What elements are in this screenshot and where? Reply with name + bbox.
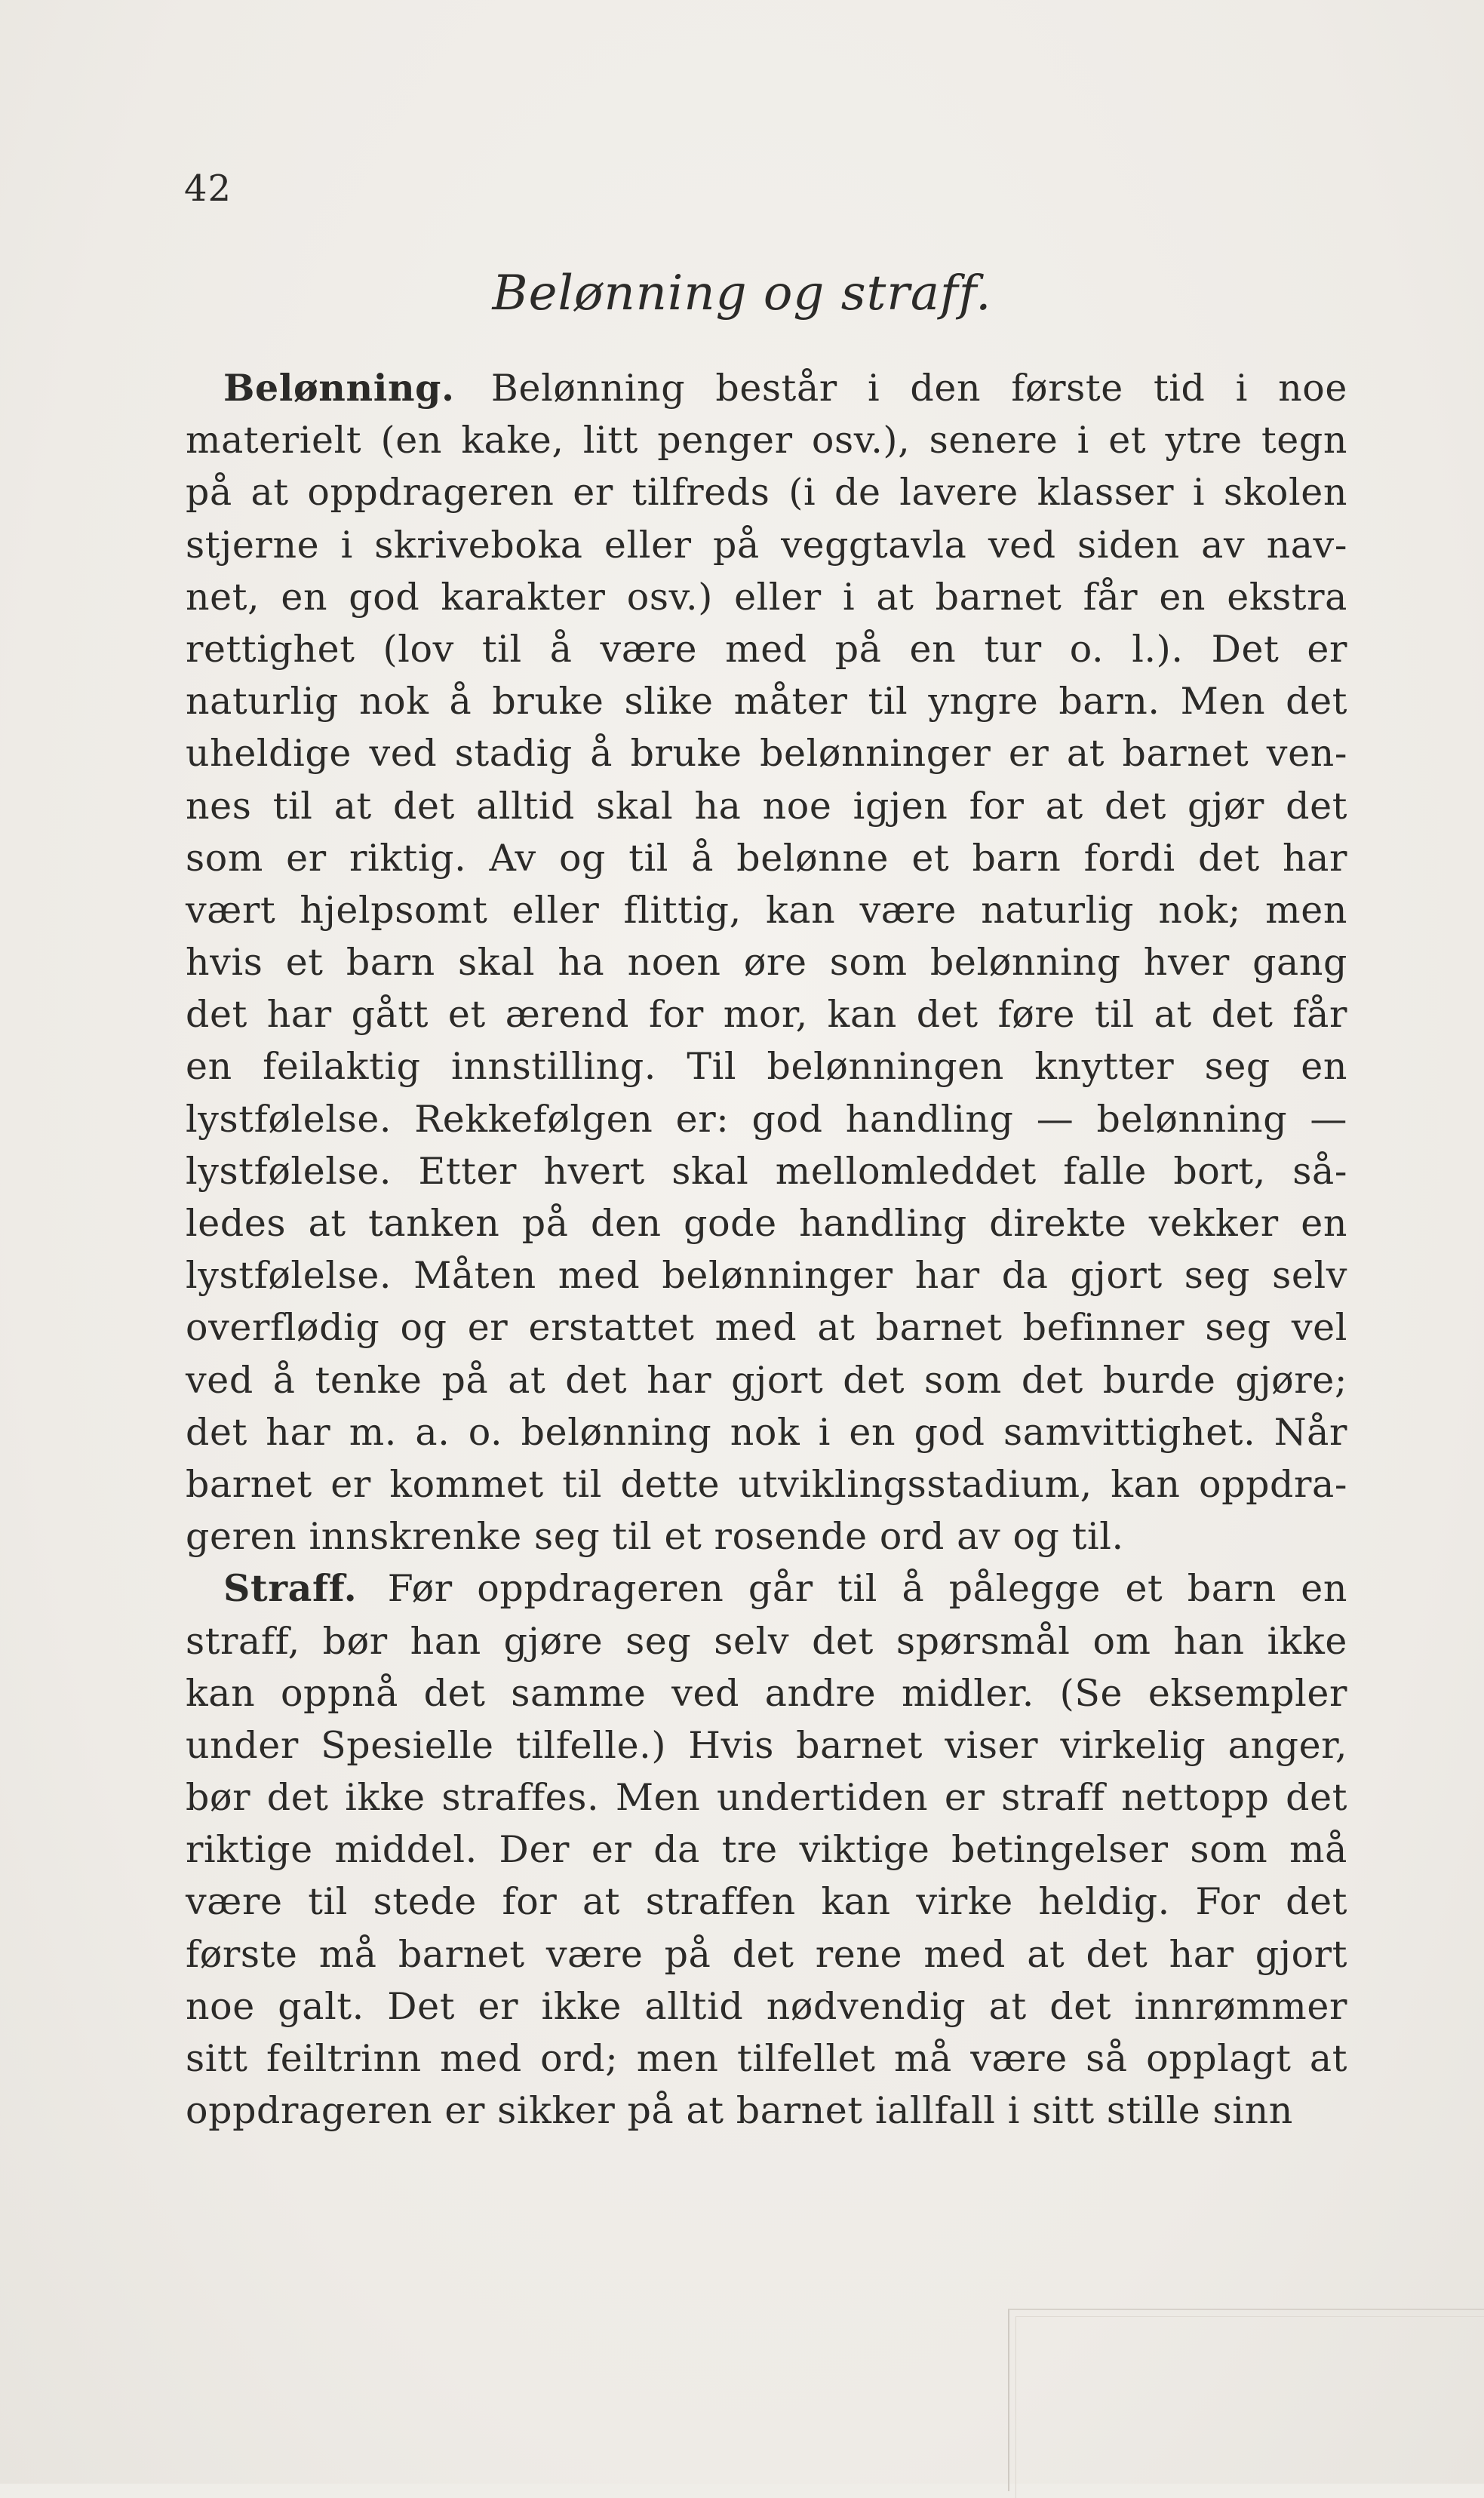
line-text: net, en god karakter osv.) eller i at barnet får en ekstra bbox=[186, 575, 1347, 619]
line-text: noe galt. Det er ikke alltid nødvendig at det innrømmer bbox=[186, 1984, 1347, 2028]
text-line bbox=[186, 1093, 1347, 1145]
line-text: kan oppnå det samme ved andre midler. (Se eksempler bbox=[186, 1671, 1347, 1715]
text-line bbox=[186, 1928, 1347, 1980]
text-line bbox=[186, 780, 1347, 832]
scan-edge-mark-inner bbox=[1015, 2316, 1484, 2498]
line-text: hvis et barn skal ha noen øre som belønning hver gang bbox=[186, 941, 1347, 985]
paragraph-heading: Belønning. bbox=[223, 366, 455, 410]
text-line bbox=[186, 675, 1347, 727]
line-text: lystfølelse. Måten med belønninger har da gjort seg selv bbox=[186, 1254, 1347, 1298]
text-line bbox=[186, 1145, 1347, 1197]
text-line bbox=[186, 1615, 1347, 1667]
text-line bbox=[186, 1562, 1347, 1615]
line-text: ledes at tanken på den gode handling direkte vekker en bbox=[186, 1202, 1347, 1245]
line-text: riktige middel. Der er da tre viktige betingelser som må bbox=[186, 1828, 1347, 1872]
text-line bbox=[186, 1771, 1347, 1824]
text-line bbox=[186, 519, 1347, 571]
line-text: første må barnet være på det rene med at det har gjort bbox=[186, 1932, 1347, 1976]
text-line bbox=[186, 727, 1347, 779]
text-line bbox=[186, 1249, 1347, 1301]
text-line bbox=[186, 2033, 1347, 2085]
text-line bbox=[186, 884, 1347, 936]
text-line bbox=[186, 1510, 1347, 1562]
text-line bbox=[186, 1301, 1347, 1353]
text-line bbox=[186, 623, 1347, 675]
paragraph-heading: Straff. bbox=[223, 1566, 358, 1611]
line-text: det har gått et ærend for mor, kan det føre til at det får bbox=[186, 993, 1347, 1037]
text-line bbox=[186, 1719, 1347, 1771]
text-line bbox=[186, 1667, 1347, 1719]
text-line bbox=[186, 1197, 1347, 1249]
line-text: som er riktig. Av og til å belønne et barn fordi det har bbox=[186, 836, 1347, 880]
line-text: naturlig nok å bruke slike måter til yngre barn. Men det bbox=[186, 680, 1347, 724]
page-number: 42 bbox=[184, 167, 232, 210]
chapter-title: Belønning og straff. bbox=[492, 266, 992, 321]
text-line bbox=[186, 571, 1347, 623]
line-text: under Spesielle tilfelle.) Hvis barnet viser virkelig anger, bbox=[186, 1723, 1347, 1767]
line-text: vært hjelpsomt eller flittig, kan være naturlig nok; men bbox=[186, 888, 1347, 932]
line-text: straff, bør han gjøre seg selv det spørsmål om han ikke bbox=[186, 1619, 1347, 1663]
line-text: ved å tenke på at det har gjort det som det burde gjøre; bbox=[186, 1358, 1347, 1402]
line-text: Belønning består i den første tid i noe bbox=[490, 367, 1347, 410]
line-text: stjerne i skriveboka eller på veggtavla ved siden av nav- bbox=[186, 523, 1347, 567]
text-line bbox=[186, 1876, 1347, 1928]
line-text: sitt feiltrinn med ord; men tilfellet må være så opplagt at bbox=[186, 2037, 1347, 2080]
text-line bbox=[186, 1406, 1347, 1458]
line-text: uheldige ved stadig å bruke belønninger er at barnet ven- bbox=[186, 732, 1347, 776]
line-text: barnet er kommet til dette utviklingsstadium, kan oppdra- bbox=[186, 1462, 1347, 1506]
text-line bbox=[186, 362, 1347, 414]
line-text: bør det ikke straffes. Men undertiden er straff nettopp det bbox=[186, 1776, 1347, 1820]
line-text: materielt (en kake, litt penger osv.), senere i et ytre tegn bbox=[186, 419, 1347, 462]
line-text: rettighet (lov til å være med på en tur o. l.). Det er bbox=[186, 627, 1347, 671]
line-text: oppdrageren er sikker på at barnet iallfall i sitt stille sinn bbox=[186, 2089, 1293, 2133]
line-text: en feilaktig innstilling. Til belønningen knytter seg en bbox=[186, 1045, 1347, 1089]
text-line bbox=[186, 988, 1347, 1040]
text-line bbox=[186, 1824, 1347, 1876]
line-text: være til stede for at straffen kan virke heldig. For det bbox=[186, 1880, 1347, 1924]
line-text: nes til at det alltid skal ha noe igjen for at det gjør det bbox=[186, 784, 1347, 828]
line-text: lystfølelse. Rekkefølgen er: god handling — belønning — bbox=[186, 1097, 1347, 1141]
line-text: overflødig og er erstattet med at barnet befinner seg vel bbox=[186, 1306, 1347, 1350]
text-line bbox=[186, 1458, 1347, 1510]
text-line bbox=[186, 936, 1347, 988]
body-text bbox=[186, 362, 1347, 2137]
text-line bbox=[186, 2085, 1347, 2137]
text-line bbox=[186, 1354, 1347, 1406]
line-text: lystfølelse. Etter hvert skal mellomleddet falle bort, så- bbox=[186, 1149, 1347, 1193]
text-line bbox=[186, 1040, 1347, 1092]
text-line bbox=[186, 414, 1347, 466]
text-line bbox=[186, 466, 1347, 518]
line-text: Før oppdrageren går til å pålegge et barn en bbox=[387, 1567, 1347, 1611]
line-text: geren innskrenke seg til et rosende ord av og til. bbox=[186, 1515, 1124, 1559]
line-text: på at oppdrageren er tilfreds (i de lavere klasser i skolen bbox=[186, 471, 1347, 515]
line-text: det har m. a. o. belønning nok i en god samvittighet. Når bbox=[186, 1410, 1347, 1454]
text-line bbox=[186, 832, 1347, 884]
text-line bbox=[186, 1980, 1347, 2033]
